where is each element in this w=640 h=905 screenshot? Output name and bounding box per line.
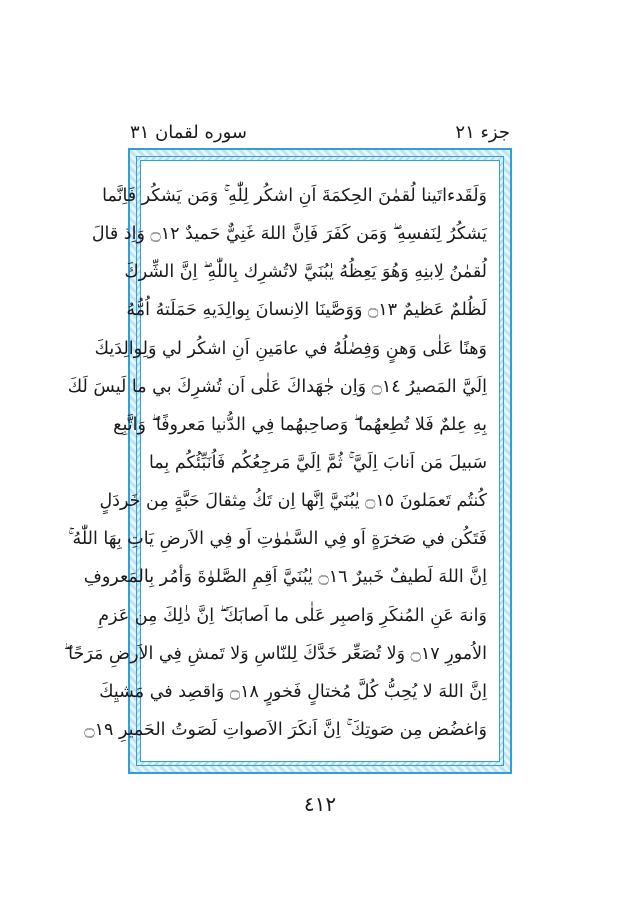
text-line: يَشكُرُ لِنَفسِهِ ۖ وَمَن كَفَرَ فَاِنَّ اللهَ غَنِيٌّ حَميدٌ ۝١٢ وَاِذ قالَ <box>91 224 487 245</box>
text-line: وَلَقَدءاتَينا لُقمٰنَ الحِكمَةَ اَنِ اشكُر لِلّٰهِ ۚ وَمَن يَشكُر فَاِنَّما <box>102 186 487 206</box>
text-line: لُقمٰنُ لِابنِهِ وَهُوَ يَعِظُهُ يٰبُنَيَّ لاتُشرِك بِاللّٰهِ ۖ اِنَّ الشِّركَ <box>124 262 487 283</box>
ornamental-frame <box>63 148 512 774</box>
juz-label: جزء ٢١ <box>455 121 510 143</box>
text-line: لَظُلمٌ عَظيمٌ ۝١٣ وَوَصَّينَا الاِنسانَ بِوالِدَيهِ حَمَلَتهُ اُمُّهُ <box>126 300 487 321</box>
text-line: وَهنًا عَلٰى وَهنٍ وَفِصٰلُهُ في عامَينِ اَنِ اشكُر لي وَلِوالِدَيكَ <box>94 338 487 359</box>
text-line: اِلَيَّ المَصيرُ ۝١٤ وَاِن جٰهَداكَ عَلٰى اَن تُشرِكَ بي ما لَيسَ لَكَ <box>67 376 487 397</box>
text-line: وَاغضُض مِن صَوتِكَ ۚ اِنَّ اَنكَرَ الاَصواتِ لَصَوتُ الحَميرِ ۝١٩ <box>84 719 487 740</box>
text-line: كُنتُم تَعمَلونَ ۝١٥ يٰبُنَيَّ اِنَّها اِن تَكُ مِثقالَ حَبَّةٍ مِن خَردَلٍ <box>99 491 487 512</box>
text-line: بِهِ عِلمٌ فَلا تُطِعهُما ۖ وَصاحِبهُما فِي الدُّنيا مَعروفًا ۖ وَاتَّبِع <box>113 414 487 435</box>
page-number: ٤١٢ <box>303 792 337 816</box>
text-line: فَتَكُن في صَخرَةٍ اَو فِي السَّمٰوٰتِ اَو فِي الاَرضِ يَاتِ بِهَا اللّٰهُ ۚ <box>68 529 487 550</box>
text-line: وَانهَ عَنِ المُنكَرِ وَاصبِر عَلٰى ما اَصابَكَ ۖ اِنَّ ذٰلِكَ مِن عَزمِ <box>98 605 487 626</box>
text-panel <box>63 160 500 762</box>
text-line: سَبيلَ مَن اَنابَ اِلَيَّ ۚ ثُمَّ اِلَيَّ مَرجِعُكُم فَاُنَبِّئُكُم بِما <box>148 452 487 473</box>
page-header <box>130 118 510 146</box>
verse-text-block <box>63 179 487 747</box>
text-line: الاُمورِ ۝١٧ وَلا تُصَعِّر خَدَّكَ لِلنّاسِ وَلا تَمشِ فِي الاَرضِ مَرَحًا ۖ <box>63 643 487 664</box>
text-line: اِنَّ اللهَ لَطيفٌ خَبيرٌ ۝١٦ يٰبُنَيَّ اَقِمِ الصَّلوٰةَ وَأمُر بِالمَعروفِ <box>83 567 487 588</box>
text-line: اِنَّ اللهَ لا يُحِبُّ كُلَّ مُختالٍ فَخورٍ ۝١٨ وَاقصِد في مَشيِكَ <box>99 681 487 702</box>
surah-label: سوره لقمان ٣١ <box>130 121 247 143</box>
